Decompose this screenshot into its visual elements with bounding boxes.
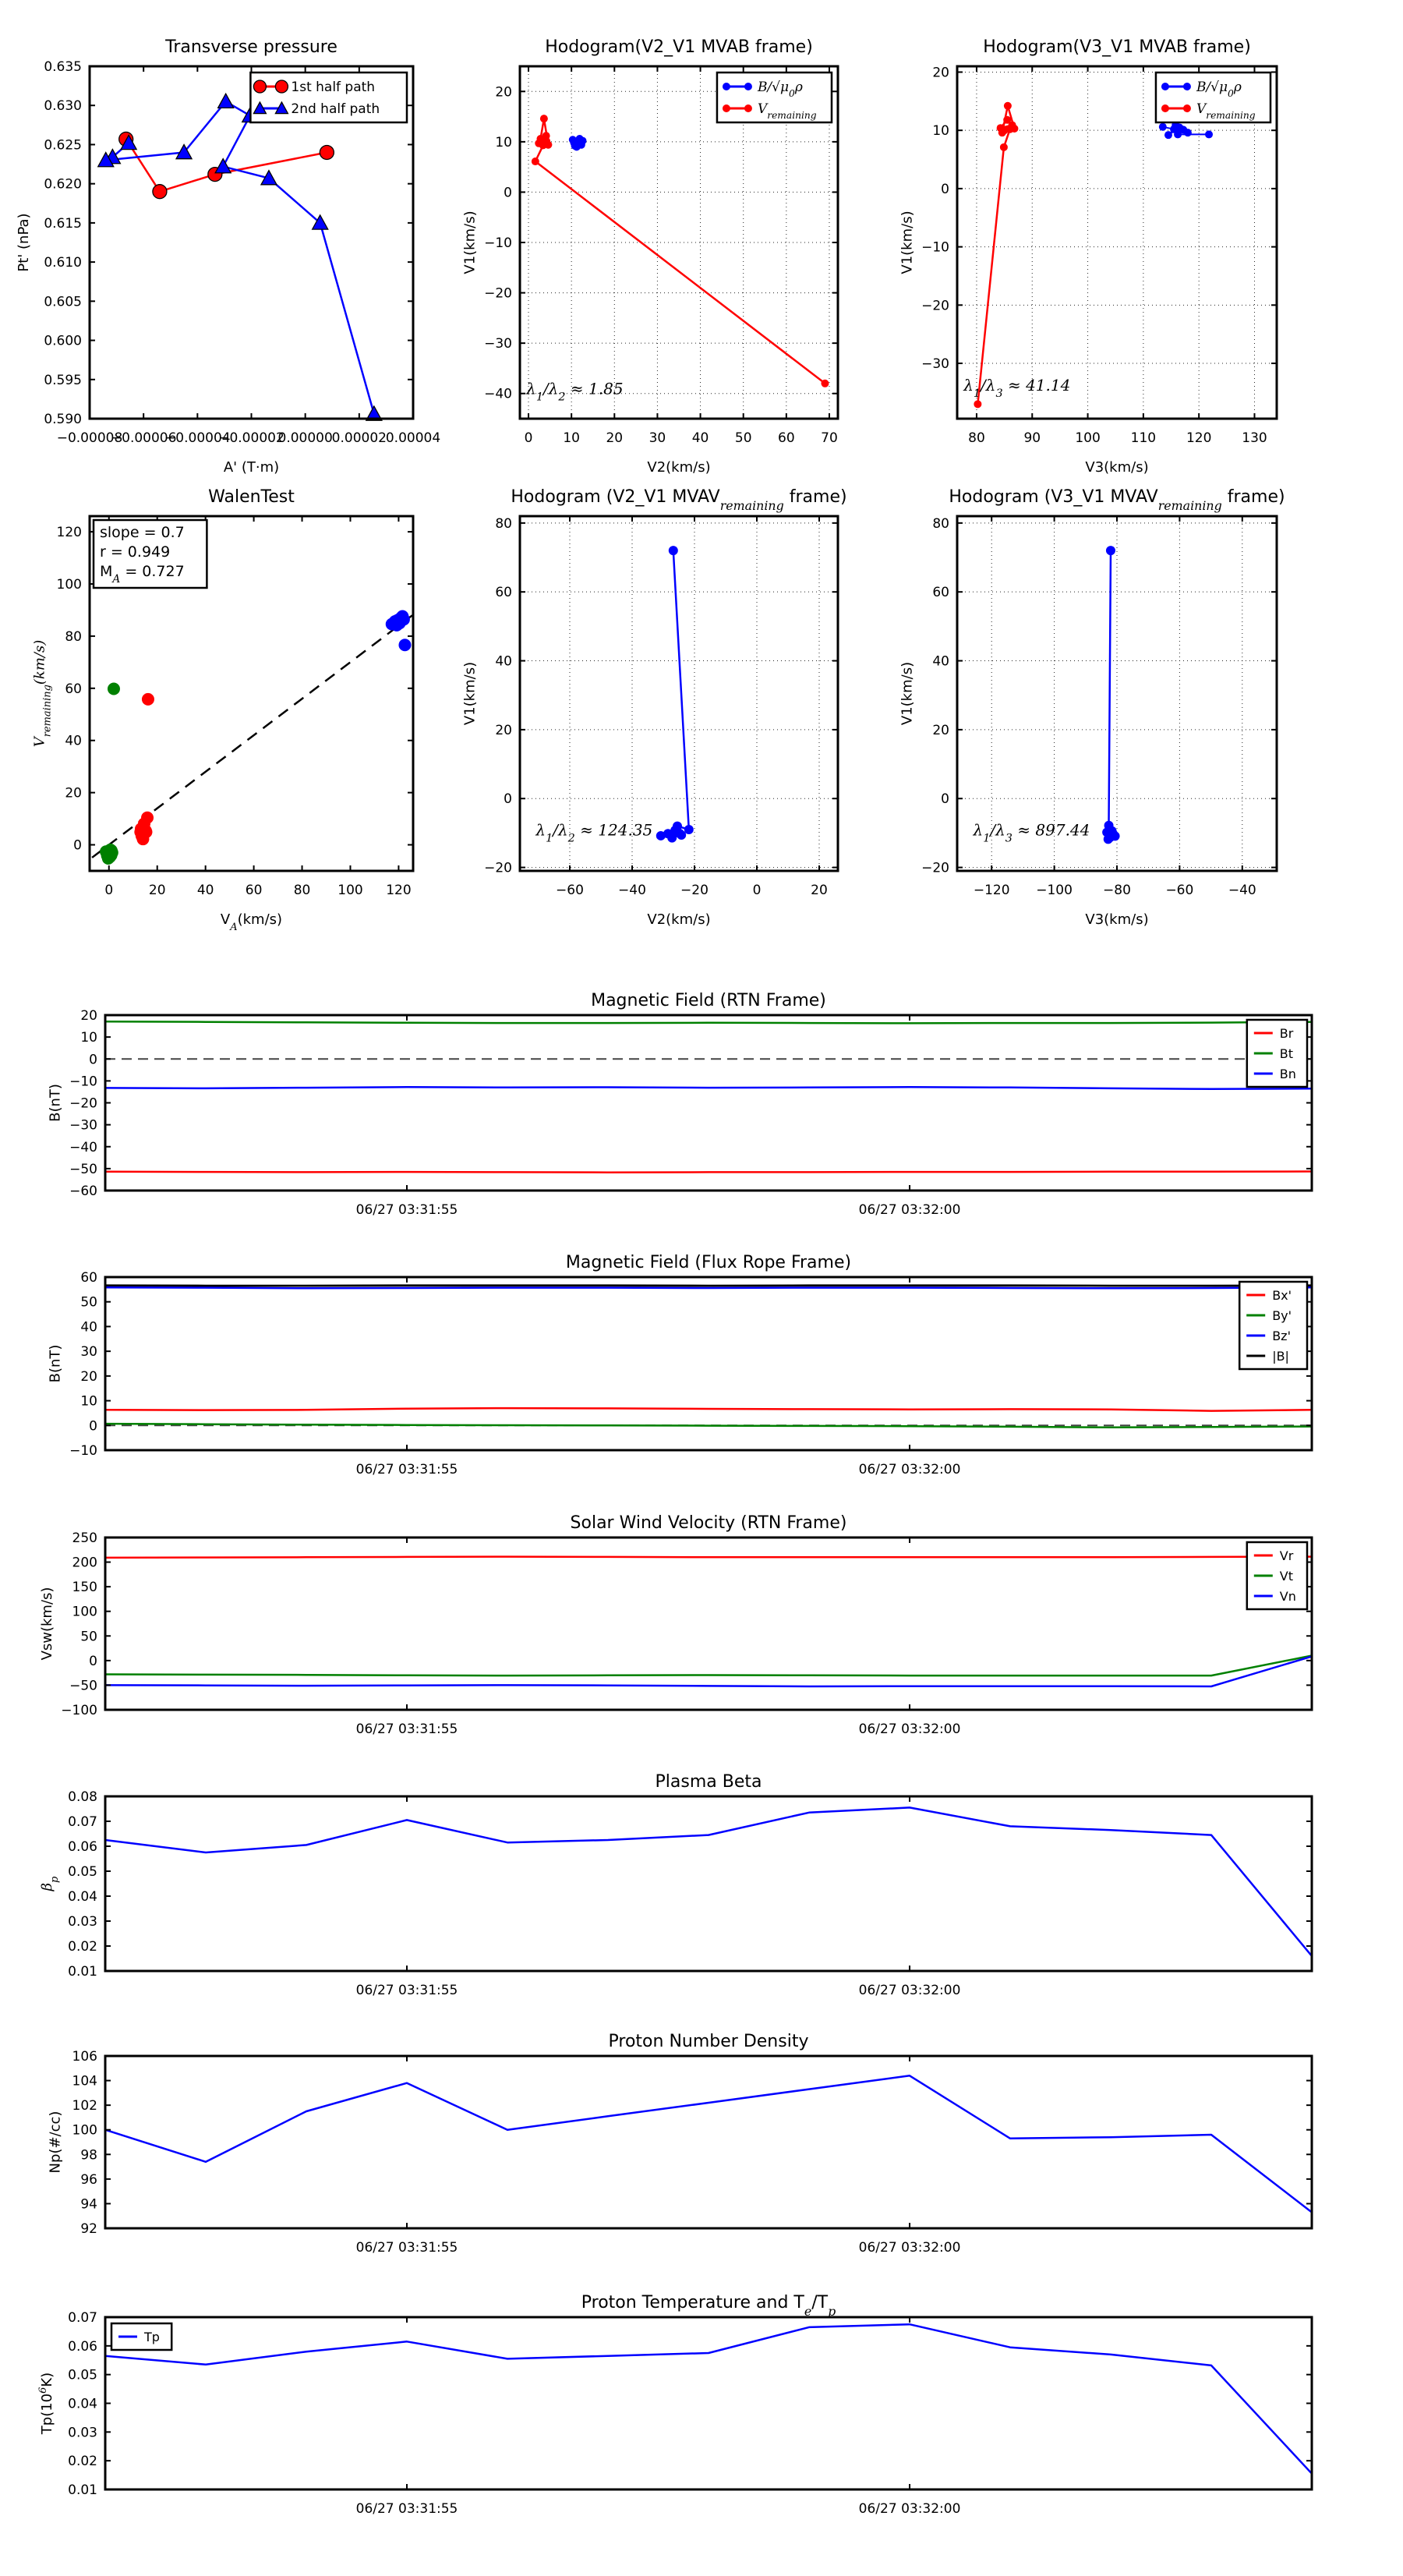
point-marker — [1108, 826, 1117, 836]
x-tick-label: 0 — [104, 883, 113, 898]
y-tick-label: 20 — [932, 723, 949, 738]
y-tick-label: 0.635 — [44, 59, 82, 75]
x-tick-label: 06/27 03:32:00 — [859, 2240, 961, 2256]
x-tick-label: −60 — [556, 883, 584, 898]
y-tick-label: 0 — [89, 1052, 97, 1067]
y-axis-label: B(nT) — [47, 1084, 63, 1122]
legend-label: 1st half path — [291, 80, 375, 95]
tick-labels — [68, 2310, 1312, 2517]
x-tick-label: 0 — [753, 883, 762, 898]
point-marker — [1183, 83, 1191, 90]
y-tick-label: −50 — [69, 1678, 97, 1693]
y-tick-label: 0.590 — [44, 412, 82, 427]
point-marker — [656, 831, 666, 840]
y-axis-label: V1(km/s) — [899, 211, 915, 274]
y-tick-label: 40 — [932, 654, 949, 670]
x-tick-label: −80 — [1103, 883, 1131, 898]
y-tick-label: 0.630 — [44, 98, 82, 114]
y-tick-label: 120 — [57, 525, 82, 540]
grid — [957, 516, 1277, 871]
y-tick-label: 0 — [89, 1418, 97, 1434]
plot-title: Proton Number Density — [609, 2032, 809, 2051]
y-tick-label: −30 — [69, 1118, 97, 1134]
x-tick-label: 40 — [197, 883, 214, 898]
y-tick-label: 0.01 — [68, 1964, 97, 1980]
y-tick-label: 0.600 — [44, 334, 82, 349]
x-tick-label: −20 — [680, 883, 709, 898]
x-tick-label: 0.00000 — [278, 430, 333, 446]
y-tick-label: 50 — [80, 1295, 97, 1311]
y-tick-label: −40 — [484, 387, 512, 402]
point-marker — [1205, 130, 1213, 138]
y-tick-label: −20 — [484, 861, 512, 876]
x-tick-label: −100 — [1036, 883, 1073, 898]
y-tick-label: −40 — [69, 1140, 97, 1155]
legend-label: $V_{remaining}$ — [758, 101, 817, 121]
y-axis-label: Np(#/cc) — [47, 2111, 63, 2174]
legend — [1247, 1020, 1307, 1087]
y-tick-label: −100 — [61, 1703, 97, 1718]
y-tick-label: 200 — [72, 1555, 97, 1571]
triangle-marker — [218, 94, 234, 108]
y-tick-label: 0 — [504, 185, 512, 200]
legend — [111, 2323, 171, 2350]
y-tick-label: 50 — [80, 1629, 97, 1644]
plot-title: Magnetic Field (RTN Frame) — [591, 991, 826, 1010]
x-tick-label: 06/27 03:32:00 — [859, 2501, 961, 2517]
axes-frame — [520, 516, 838, 871]
stats-line: r = 0.949 — [100, 543, 170, 561]
y-tick-label: 0.610 — [44, 255, 82, 271]
legend — [717, 73, 832, 122]
plot-hodogram-v2v1-mvav — [461, 487, 846, 928]
y-tick-label: 0.605 — [44, 294, 82, 310]
x-tick-label: 06/27 03:31:55 — [356, 2501, 458, 2517]
stats-box — [94, 520, 207, 588]
x-tick-label: 0 — [525, 430, 533, 446]
point-marker — [1000, 143, 1008, 151]
series-tp — [105, 2324, 1312, 2474]
y-tick-label: −10 — [921, 240, 949, 256]
y-tick-label: 94 — [80, 2196, 97, 2212]
series-bz- — [105, 1287, 1312, 1288]
y-tick-label: 0 — [89, 1654, 97, 1669]
y-tick-label: 60 — [495, 585, 512, 600]
series-beta-p — [105, 1807, 1312, 1955]
axes-frame — [105, 1015, 1312, 1191]
series-bt — [105, 1021, 1312, 1023]
y-tick-label: 40 — [65, 734, 82, 749]
point-marker — [1104, 834, 1113, 844]
plot-mag-fluxrope — [47, 1253, 1312, 1477]
legend-label: Bn — [1280, 1067, 1296, 1081]
series-2nd-half-path — [98, 94, 382, 420]
series-v-path — [656, 546, 694, 842]
annotation: $\lambda_1/\lambda_3 \approx 41.14$ — [963, 376, 1070, 400]
point-marker — [998, 129, 1006, 136]
y-tick-label: 0.615 — [44, 216, 82, 232]
x-tick-label: 20 — [811, 883, 828, 898]
series-walen-blue — [386, 610, 412, 651]
x-tick-label: 06/27 03:32:00 — [859, 1462, 961, 1477]
axes-frame — [105, 2317, 1312, 2489]
x-tick-label: 80 — [968, 430, 985, 446]
y-tick-label: 0 — [73, 838, 82, 854]
y-tick-label: 0.06 — [68, 2339, 97, 2355]
y-tick-label: −10 — [69, 1074, 97, 1089]
y-tick-label: 20 — [932, 65, 949, 80]
y-tick-label: 0.07 — [68, 2310, 97, 2326]
tick-labels — [921, 516, 1277, 898]
x-tick-label: 0.00002 — [332, 430, 387, 446]
x-tick-label: 06/27 03:31:55 — [356, 2240, 458, 2256]
plot-transverse-pressure — [16, 37, 440, 476]
annotation: $\lambda_1/\lambda_3 \approx 897.44$ — [973, 821, 1090, 845]
series-bn — [105, 1087, 1312, 1089]
y-axis-label: $\beta_p$ — [39, 1877, 61, 1892]
legend — [1156, 73, 1270, 122]
point-marker — [974, 400, 981, 408]
x-tick-label: 120 — [386, 883, 411, 898]
point-marker — [398, 639, 411, 651]
y-tick-label: −30 — [921, 356, 949, 372]
plot-title: Hodogram (V2_V1 $MVAV_{remaining}$ frame) — [511, 487, 846, 513]
point-marker — [1161, 83, 1169, 90]
point-marker — [539, 141, 547, 149]
series-walen-red — [134, 693, 154, 845]
y-tick-label: 0.625 — [44, 137, 82, 153]
y-tick-label: −20 — [69, 1096, 97, 1112]
x-axis-label: V2(km/s) — [647, 911, 710, 928]
point-marker — [142, 693, 154, 706]
plot-proton-temp — [37, 2293, 1312, 2517]
point-marker — [540, 115, 548, 122]
y-tick-label: 102 — [72, 2098, 97, 2114]
x-axis-label: $V_A(km/s)$ — [221, 911, 282, 933]
plot-hodogram-v3v1-mvav — [899, 487, 1285, 928]
point-marker — [1006, 126, 1014, 133]
plot-title: Hodogram(V2_V1 MVAB frame) — [545, 37, 813, 57]
x-tick-label: −0.00002 — [218, 430, 284, 446]
y-tick-label: 0.08 — [68, 1789, 97, 1805]
y-tick-label: 0.01 — [68, 2482, 97, 2498]
y-tick-label: 0.03 — [68, 1914, 97, 1930]
point-marker — [1161, 104, 1169, 112]
legend — [250, 73, 407, 122]
legend-label: Vt — [1280, 1569, 1293, 1583]
y-tick-label: 98 — [80, 2147, 97, 2163]
y-tick-label: 0.02 — [68, 1939, 97, 1955]
y-tick-label: −20 — [484, 286, 512, 302]
x-tick-label: 10 — [563, 430, 580, 446]
legend-label: Tp — [143, 2330, 160, 2344]
legend — [1247, 1542, 1307, 1609]
y-tick-label: 0 — [941, 182, 949, 197]
y-axis-label: $V_{remaining}(km/s)$ — [31, 640, 53, 747]
x-tick-label: −0.00004 — [164, 430, 231, 446]
point-marker — [253, 80, 266, 93]
series-np — [105, 2075, 1312, 2212]
y-tick-label: 30 — [80, 1344, 97, 1360]
point-marker — [677, 830, 686, 840]
x-tick-label: −60 — [1165, 883, 1193, 898]
x-tick-label: 130 — [1242, 430, 1267, 446]
y-axis-label: V1(km/s) — [461, 211, 478, 274]
x-tick-label: −0.00006 — [111, 430, 177, 446]
point-marker — [669, 546, 678, 555]
x-tick-label: 20 — [149, 883, 166, 898]
y-tick-label: 100 — [57, 577, 82, 593]
x-tick-label: 06/27 03:31:55 — [356, 1462, 458, 1477]
legend-label: $B/√\mu_0\rho$ — [757, 80, 803, 99]
y-axis-label: Vsw(km/s) — [39, 1587, 55, 1661]
tick-labels — [68, 1789, 1312, 1998]
legend-label: Vr — [1280, 1548, 1294, 1563]
plot-hodogram-v3v1-mvab — [899, 37, 1277, 476]
y-tick-label: 96 — [80, 2172, 97, 2188]
point-marker — [1004, 102, 1012, 110]
series-vn — [105, 1657, 1312, 1687]
legend-label: Bz' — [1272, 1329, 1291, 1343]
point-marker — [141, 812, 154, 824]
y-tick-label: −30 — [484, 336, 512, 352]
plot-hodogram-v2v1-mvab — [461, 37, 838, 476]
y-tick-label: 106 — [72, 2049, 97, 2065]
tick-labels — [69, 1270, 1312, 1477]
legend-label: Bt — [1280, 1046, 1293, 1061]
plot-walen-test — [31, 487, 413, 933]
y-tick-label: 92 — [80, 2221, 97, 2237]
series-b-over-sqrt-mu0rho — [1159, 121, 1213, 139]
tick-labels — [484, 516, 838, 898]
y-tick-label: −60 — [69, 1184, 97, 1199]
x-axis-label: A' (T·m) — [224, 459, 279, 476]
x-tick-label: 0.00004 — [386, 430, 440, 446]
y-tick-label: −20 — [921, 298, 949, 313]
y-tick-label: 104 — [72, 2074, 97, 2089]
legend-label: $V_{remaining}$ — [1196, 101, 1256, 121]
x-tick-label: 30 — [649, 430, 666, 446]
plot-title: Magnetic Field (Flux Rope Frame) — [566, 1253, 851, 1272]
y-tick-label: 20 — [495, 723, 512, 738]
y-tick-label: 100 — [72, 2123, 97, 2139]
y-tick-label: 80 — [495, 516, 512, 532]
legend-label: Vn — [1280, 1589, 1296, 1604]
y-tick-label: 100 — [72, 1605, 97, 1620]
y-tick-label: 0.04 — [68, 2397, 97, 2412]
y-tick-label: 80 — [932, 516, 949, 532]
x-tick-label: 06/27 03:32:00 — [859, 1202, 961, 1218]
y-tick-label: 20 — [80, 1008, 97, 1024]
y-tick-label: 0.05 — [68, 2368, 97, 2383]
x-tick-label: 80 — [294, 883, 311, 898]
plot-mag-rtn — [47, 991, 1312, 1218]
point-marker — [108, 682, 120, 695]
tick-labels — [61, 1530, 1312, 1737]
x-tick-label: 20 — [606, 430, 623, 446]
annotation: $\lambda_1/\lambda_2 \approx 124.35$ — [535, 821, 652, 845]
x-tick-label: 100 — [1075, 430, 1100, 446]
triangle-marker — [215, 159, 231, 173]
point-marker — [684, 825, 694, 834]
point-marker — [387, 617, 400, 630]
point-marker — [532, 157, 539, 165]
y-tick-label: 0.595 — [44, 373, 82, 388]
point-marker — [1159, 123, 1167, 131]
plot-plasma-beta — [39, 1772, 1312, 1998]
point-marker — [1174, 130, 1182, 138]
plot-title: Transverse pressure — [164, 37, 337, 57]
y-axis-label: $Tp(10^6K)$ — [37, 2373, 56, 2435]
x-tick-label: 06/27 03:32:00 — [859, 1983, 961, 1998]
y-tick-label: 0.06 — [68, 1839, 97, 1855]
y-tick-label: 150 — [72, 1580, 97, 1595]
point-marker — [320, 145, 334, 159]
legend-label: |B| — [1272, 1349, 1289, 1364]
x-tick-label: 90 — [1023, 430, 1041, 446]
y-tick-label: 0.05 — [68, 1864, 97, 1880]
y-tick-label: 10 — [495, 135, 512, 150]
x-axis-label: V3(km/s) — [1085, 459, 1148, 476]
y-axis-label: V1(km/s) — [899, 662, 915, 725]
legend-label: $B/√\mu_0\rho$ — [1196, 80, 1242, 99]
y-tick-label: 0.03 — [68, 2425, 97, 2440]
tick-labels — [69, 1008, 1312, 1218]
plot-vsw — [39, 1513, 1312, 1737]
y-tick-label: 10 — [80, 1394, 97, 1410]
y-tick-label: −20 — [921, 861, 949, 876]
y-tick-label: −50 — [69, 1162, 97, 1177]
y-tick-label: 10 — [932, 123, 949, 139]
point-marker — [723, 83, 730, 90]
y-tick-label: 20 — [80, 1369, 97, 1385]
y-axis-label: Pt' (nPa) — [16, 213, 32, 271]
y-tick-label: 60 — [932, 585, 949, 600]
point-marker — [1106, 546, 1115, 555]
series-br — [105, 1172, 1312, 1173]
y-tick-label: 250 — [72, 1530, 97, 1546]
y-tick-label: 60 — [65, 681, 82, 697]
axes-frame — [105, 2056, 1312, 2228]
y-tick-label: 0.04 — [68, 1889, 97, 1905]
x-tick-label: 60 — [778, 430, 795, 446]
y-tick-label: 40 — [495, 654, 512, 670]
legend-label: Bx' — [1272, 1288, 1292, 1303]
x-axis-label: V3(km/s) — [1085, 911, 1148, 928]
x-tick-label: −120 — [974, 883, 1010, 898]
x-tick-label: 06/27 03:31:55 — [356, 1202, 458, 1218]
y-tick-label: −10 — [69, 1443, 97, 1459]
legend-label: 2nd half path — [291, 101, 380, 117]
y-tick-label: −10 — [484, 235, 512, 251]
point-marker — [1164, 131, 1172, 139]
y-tick-label: 0.620 — [44, 177, 82, 193]
x-axis-label: V2(km/s) — [647, 459, 710, 476]
series-bx- — [105, 1408, 1312, 1411]
stats-line: $M_A = 0.727$ — [100, 563, 185, 586]
series-v-remaining — [532, 115, 829, 387]
x-tick-label: 40 — [692, 430, 709, 446]
y-tick-label: 40 — [80, 1319, 97, 1335]
plot-proton-density — [47, 2032, 1312, 2256]
y-tick-label: 10 — [80, 1030, 97, 1046]
x-tick-label: −0.00008 — [57, 430, 123, 446]
x-tick-label: 70 — [821, 430, 838, 446]
y-tick-label: 0.02 — [68, 2454, 97, 2469]
x-tick-label: 100 — [337, 883, 362, 898]
x-tick-label: 06/27 03:31:55 — [356, 1721, 458, 1737]
annotation: $\lambda_1/\lambda_2 \approx 1.85$ — [525, 379, 623, 403]
x-tick-label: 06/27 03:31:55 — [356, 1983, 458, 1998]
point-marker — [275, 80, 288, 93]
series-walen-green — [100, 682, 120, 864]
point-marker — [723, 104, 730, 112]
y-tick-label: 0.07 — [68, 1814, 97, 1830]
series-vr — [105, 1557, 1312, 1558]
y-tick-label: 20 — [65, 786, 82, 801]
y-axis-label: B(nT) — [47, 1345, 63, 1383]
point-marker — [105, 849, 118, 862]
grid — [520, 516, 838, 871]
legend-label: By' — [1272, 1308, 1292, 1323]
x-tick-label: 50 — [735, 430, 752, 446]
point-marker — [744, 83, 752, 90]
y-tick-label: 20 — [495, 84, 512, 100]
axes-frame — [957, 516, 1277, 871]
plot-title: Proton Temperature and $T_e/T_p$ — [581, 2293, 836, 2319]
plot-title: Solar Wind Velocity (RTN Frame) — [571, 1513, 847, 1533]
legend — [1239, 1282, 1307, 1369]
stats-line: slope = 0.7 — [100, 524, 185, 541]
axes-frame — [105, 1796, 1312, 1971]
y-tick-label: 0 — [504, 791, 512, 807]
y-tick-label: 80 — [65, 629, 82, 645]
y-tick-label: 0 — [941, 791, 949, 807]
plot-title: WalenTest — [208, 487, 295, 507]
y-tick-label: 60 — [80, 1270, 97, 1286]
point-marker — [575, 139, 583, 147]
plot-title: Hodogram (V3_V1 $MVAV_{remaining}$ frame) — [949, 487, 1285, 513]
plot-title: Hodogram(V3_V1 MVAB frame) — [983, 37, 1251, 57]
plot-title: Plasma Beta — [656, 1772, 762, 1792]
x-tick-label: 60 — [246, 883, 263, 898]
series-vt — [105, 1656, 1312, 1676]
x-tick-label: −40 — [1228, 883, 1256, 898]
point-marker — [136, 823, 149, 836]
x-tick-label: 110 — [1131, 430, 1156, 446]
y-axis-label: V1(km/s) — [461, 662, 478, 725]
x-tick-label: −40 — [618, 883, 646, 898]
x-tick-label: 06/27 03:32:00 — [859, 1721, 961, 1737]
point-marker — [821, 380, 829, 387]
x-tick-label: 120 — [1186, 430, 1211, 446]
legend-label: Br — [1280, 1026, 1294, 1041]
tick-labels — [72, 2049, 1312, 2256]
point-marker — [744, 104, 752, 112]
axes-frame — [105, 1537, 1312, 1710]
series-v-remaining — [974, 102, 1018, 409]
point-marker — [1183, 104, 1191, 112]
point-marker — [153, 185, 167, 199]
